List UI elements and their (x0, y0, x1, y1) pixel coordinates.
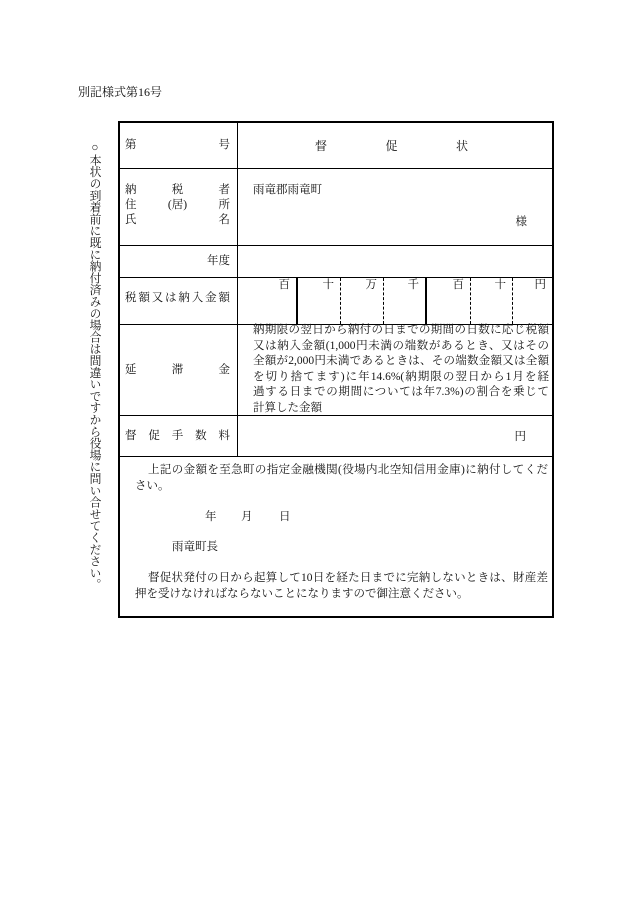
issuer-mayor: 雨竜町長 (172, 541, 218, 553)
spread-char: 状 (455, 139, 468, 153)
digit-header-hundred: 百 (425, 278, 470, 324)
label-tax-amount (125, 291, 230, 306)
description-line: 又は納入金額(1,000円未満の端数があるとき、又はその (253, 339, 549, 352)
late-charge-description-cell (238, 325, 552, 415)
spread-char: 促 (148, 429, 160, 442)
row-taxpayer (120, 169, 552, 246)
spread-char: (居) (167, 199, 188, 211)
tax-amount-label-cell (120, 278, 238, 324)
digit-header-ten-thousand: 万 (340, 278, 383, 324)
digit-header-yen: 円 (512, 278, 552, 324)
tax-amount-digit-cells (238, 278, 552, 324)
row-late-charge (120, 325, 552, 416)
spread-char: 手 (171, 429, 184, 442)
spread-char: 納 (125, 184, 137, 196)
spread-char: 督 (315, 139, 328, 153)
date-day-label: 日 (279, 511, 291, 523)
title-cell (238, 123, 552, 168)
description-line: を切り捨てます)に年14.6%(納期限の翌日から1月を経 (253, 370, 549, 383)
fee-value-cell (238, 416, 552, 456)
spread-char: 額 (138, 292, 150, 304)
spread-char: 数 (195, 429, 207, 442)
notice-paragraph1-line: 上記の金額を至急町の指定金融機関(役場内北空知信用金庫)に納付してくだ (148, 464, 548, 476)
label-fiscal-year: 年度 (207, 255, 230, 267)
notice-paragraph2-line: 督促状発付の日から起算して10日を経た日までに完納しないときは、財産差 (148, 572, 548, 584)
number-line (125, 138, 230, 153)
spread-char: は (165, 292, 177, 304)
spread-char: 納 (178, 292, 190, 304)
description-line: 過する日までの期間については年7.3%)の割合を乗じて (253, 386, 549, 399)
late-charge-label-cell (120, 325, 238, 415)
taxpayer-label-cell (120, 169, 238, 245)
spread-char: 金 (205, 292, 217, 304)
row-demand-fee (120, 416, 552, 457)
digit-header-hundred-million: 百 (278, 279, 290, 291)
row-tax-amount (120, 278, 552, 325)
spread-char: 督 (125, 429, 137, 442)
digit-header-thousand: 千 (383, 278, 425, 324)
spread-char: 税 (171, 184, 184, 196)
taxpayer-value-cell (238, 169, 552, 245)
late-charge-description (253, 323, 549, 417)
spread-char: 者 (218, 184, 230, 196)
label-late-charge (125, 363, 230, 378)
fee-label-cell (120, 416, 238, 456)
spread-char: 額 (218, 292, 230, 304)
row-number-title (120, 123, 552, 169)
date-year-label: 年 (205, 511, 217, 523)
spread-char: 氏 (125, 214, 137, 226)
form-number-label: 別記様式第16号 (78, 85, 163, 99)
date-month-label: 月 (241, 511, 253, 523)
description-line: 計算した金額 (253, 401, 322, 414)
number-prefix: 第 (125, 139, 137, 151)
spread-char: 延 (125, 363, 137, 376)
notice-paragraph2-line: 押を受けなければならないことになりますので御注意ください。 (135, 588, 469, 600)
digit-header-ten: 十 (470, 278, 512, 324)
spread-char: 滞 (171, 363, 184, 376)
description-line: 納期限の翌日から納付の日までの期間の日数に応じ税額 (253, 324, 549, 336)
form-title (315, 123, 468, 168)
side-note-vertical: ○本状の到着前に既に納付済みの場合は間違いですから役場に問い合せてください。 (88, 140, 102, 591)
fiscal-year-label-cell (120, 246, 238, 277)
honorific-sama: 様 (515, 216, 527, 228)
fee-unit-yen: 円 (514, 431, 526, 443)
spread-char: 税 (125, 292, 137, 304)
spread-char: 料 (218, 429, 230, 442)
label-demand-fee (125, 429, 230, 444)
number-cell (120, 123, 238, 168)
row-fiscal-year (120, 246, 552, 278)
row-notice (120, 457, 552, 616)
spread-char: 住 (125, 199, 137, 211)
number-suffix: 号 (218, 139, 230, 151)
label-address (125, 198, 230, 213)
demand-notice-form (118, 121, 554, 618)
spread-char: 促 (385, 139, 398, 153)
spread-char: 入 (191, 292, 204, 304)
taxpayer-address: 雨竜郡雨竜町 (253, 184, 322, 196)
spread-char: 金 (218, 363, 230, 376)
digit-header-ten-million: 十 (296, 278, 340, 324)
label-taxpayer (125, 183, 230, 198)
fiscal-year-value-cell (238, 246, 552, 277)
notice-paragraph1-line: さい。 (135, 480, 170, 492)
spread-char: 名 (218, 214, 230, 226)
spread-char: 又 (151, 292, 164, 304)
description-line: 全額が2,000円未満であるときは、その端数金額又は全額 (253, 355, 549, 368)
label-name (125, 213, 230, 228)
spread-char: 所 (218, 199, 230, 211)
